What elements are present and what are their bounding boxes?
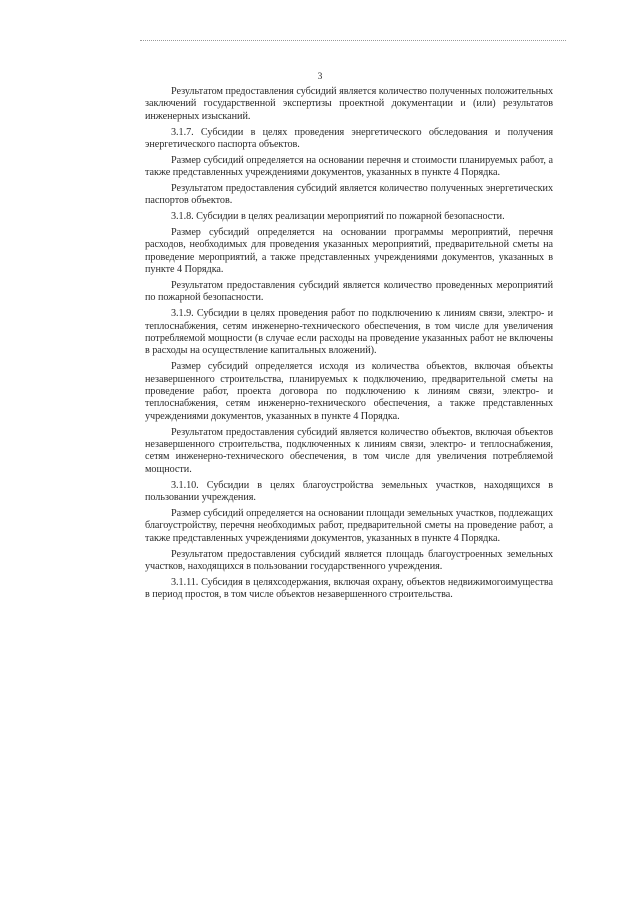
paragraph: Результатом предоставления субсидий является количество проведенных мероприятий по пожарной безопасности. xyxy=(145,280,553,304)
document-body xyxy=(145,86,553,605)
paragraph: Размер субсидий определяется на основании программы мероприятий, перечня расходов, необходимых для проведения указанных мероприятий, предварительной сметы на проведение мероприятий, а также представленных учреждениями документов, указанных в пункте 4 Порядка. xyxy=(145,227,553,276)
paragraph: Размер субсидий определяется исходя из количества объектов, включая объекты незавершенного строительства, планируемых к подключению, предварительной сметы на проведение работ, проекта договора по подключению к линиям связи, электро- и теплоснабжения, сетям инженерно-технического обеспечения, а также представленных учреждениями документов, указанных в пункте 4 Порядка. xyxy=(145,361,553,422)
paragraph: 3.1.7. Субсидии в целях проведения энергетического обследования и получения энергетического паспорта объектов. xyxy=(145,126,553,151)
page-number: 3 xyxy=(317,72,323,82)
paragraph: Размер субсидий определяется на основании площади земельных участков, подлежащих благоустройству, перечня необходимых работ, предварительной сметы на проведение работ, а также представленных учреждениями документов, указанных в пункте 4 Порядка. xyxy=(145,507,553,544)
paragraph: 3.1.10. Субсидии в целях благоустройства земельных участков, находящихся в пользовании учреждения. xyxy=(145,479,553,504)
paragraph: Размер субсидий определяется на основании перечня и стоимости планируемых работ, а также представленных учреждениями документов, указанных в пункте 4 Порядка. xyxy=(145,154,553,179)
paragraph: Результатом предоставления субсидий является количество полученных энергетических паспортов объектов. xyxy=(145,183,553,207)
paragraph: 3.1.11. Субсидия в целяхсодержания, включая охрану, объектов недвижимогоимущества в период простоя, в том числе объектов незавершенного строительства. xyxy=(145,576,553,601)
paragraph: 3.1.9. Субсидии в целях проведения работ по подключению к линиям связи, электро- и теплоснабжения, сетям инженерно-технического обеспечения, в том числе для увеличения потребляемой мощности (в случае если расходы на проведение указанных работ не включены в расходы на осуществление капитальных вложений). xyxy=(145,308,553,357)
scan-edge-line xyxy=(140,40,566,41)
paragraph: Результатом предоставления субсидий является площадь благоустроенных земельных участков, находящихся в пользовании государственного учреждения. xyxy=(145,548,553,572)
paragraph: 3.1.8. Субсидии в целях реализации мероприятий по пожарной безопасности. xyxy=(171,211,505,223)
paragraph: Результатом предоставления субсидий является количество полученных положительных заключений государственной экспертизы проектной документации и (или) результатов инженерных изысканий. xyxy=(145,86,553,122)
paragraph: Результатом предоставления субсидий является количество объектов, включая объектов незавершенного строительства, подключенных к линиям связи, электро- и теплоснабжения, сетям инженерно-технического обеспечения, в том числе для увеличения потребляемой мощности. xyxy=(145,426,553,475)
